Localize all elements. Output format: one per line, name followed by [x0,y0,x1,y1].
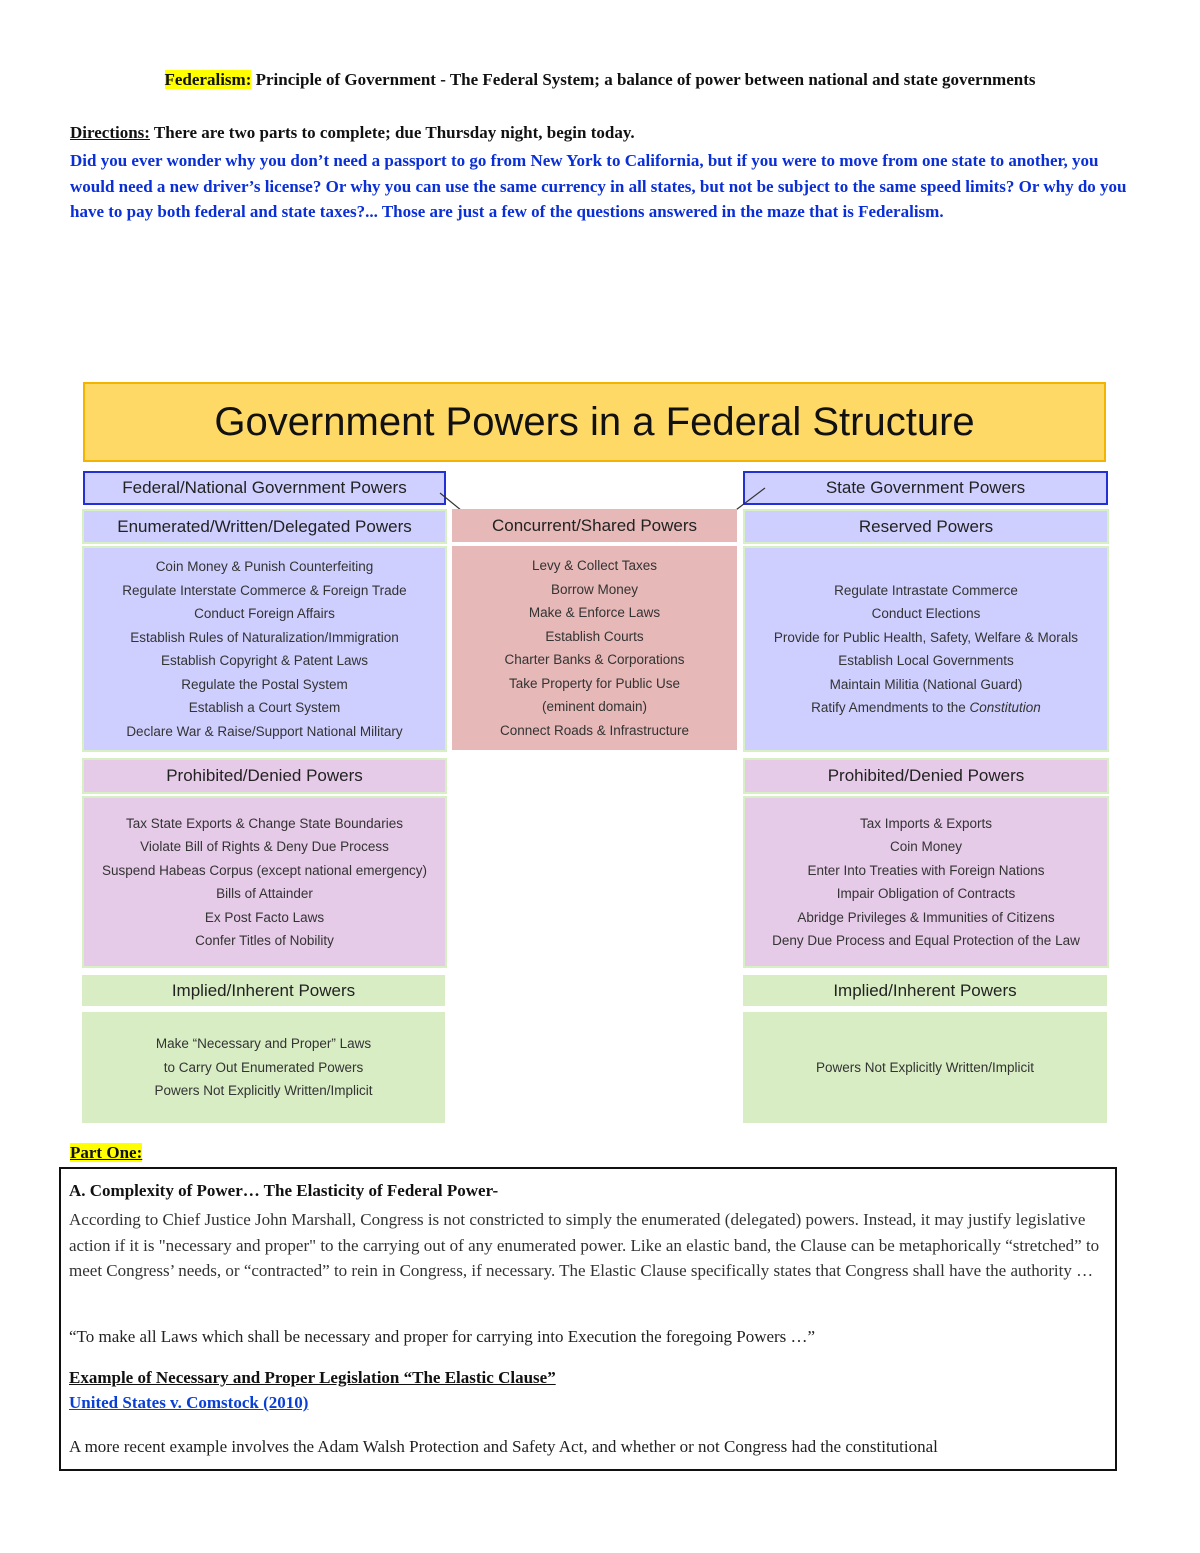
part-one-box [59,1167,1117,1471]
reserved-powers-label: Reserved Powers [743,509,1109,544]
part-one-label [70,1143,142,1163]
list-item: Confer Titles of Nobility [195,933,334,948]
directions-label: Directions: [70,123,150,142]
section-title: A. Complexity of Power… The Elasticity of Federal Power- [69,1181,499,1200]
directions-text: There are two parts to complete; due Thursday night, begin today. [149,123,635,142]
list-item: Powers Not Explicitly Written/Implicit [815,1059,1035,1075]
concurrent-powers-label: Concurrent/Shared Powers [452,509,737,542]
list-item: Ex Post Facto Laws [204,909,325,925]
example-heading: Example of Necessary and Proper Legislation “The Elastic Clause” [69,1368,556,1387]
list-item: Coin Money & Punish Counterfeiting [155,559,374,574]
list-item: Powers Not Explicitly Written/Implicit [154,1083,373,1099]
state-powers-header: State Government Powers [743,471,1108,505]
heading-text: Principle of Government - The Federal System; a balance of power between national and state governments [251,70,1036,89]
list-item: Tax State Exports & Change State Boundaries [126,815,403,831]
list-item: Enter Into Treaties with Foreign Nations [807,862,1045,878]
list-item: Regulate Interstate Commerce & Foreign Trade [122,582,407,598]
list-item: Regulate the Postal System [181,676,348,692]
case-link-row [69,1393,1109,1413]
list-item: (eminent domain) [541,699,648,714]
list-item: Establish Local Governments [838,653,1014,668]
state-prohibited-label: Prohibited/Denied Powers [743,758,1109,794]
list-item: Take Property for Public Use [508,675,681,691]
list-item: Conduct Foreign Affairs [194,606,335,621]
list-item: Impair Obligation of Contracts [836,886,1016,901]
list-item: to Carry Out Enumerated Powers [163,1059,364,1075]
list-item: Connect Roads & Infrastructure [499,722,690,738]
state-implied-list [743,1012,1107,1123]
reserved-powers-list [743,546,1109,752]
state-prohibited-list [743,796,1109,968]
list-item: Make & Enforce Laws [528,605,661,620]
enumerated-powers-list [82,546,447,752]
federal-powers-header: Federal/National Government Powers [83,471,446,505]
section-paragraph: According to Chief Justice John Marshall, Congress is not constricted to simply the enumerated (delegated) powers. Instead, it may justify legislative action if it is "necessary and proper" to the carrying out of any enumerated power. Like an elastic band, the Clause can be metaphorically “stretched” to meet Congress’ needs, or “contracted” to rein in Congress, if necessary. The Elastic Clause specifically states that Congress shall have the authority … [69,1210,1100,1280]
concurrent-powers-list [452,546,737,750]
intro-paragraph: Did you ever wonder why you don’t need a passport to go from New York to California, but if you were to move from one state to another, you would need a new driver’s license? Or why you can use the same currency in all states, but not be subject to the same speed limits? Or why do you have to pay both federal and state taxes?... Those are just a few of the questions answered in the maze that is Federalism. [70,151,1127,221]
list-item: Maintain Militia (National Guard) [829,676,1023,692]
list-item: Establish a Court System [188,700,341,715]
list-item: Violate Bill of Rights & Deny Due Process [140,839,389,854]
list-item-italic: Constitution [969,700,1041,715]
list-item: Conduct Elections [871,606,981,621]
elastic-clause-quote: “To make all Laws which shall be necessary and proper for carrying into Execution the foregoing Powers …” [69,1327,816,1346]
federal-implied-list [82,1012,445,1123]
list-item: Regulate Intrastate Commerce [834,582,1018,598]
enumerated-powers-label: Enumerated/Written/Delegated Powers [82,509,447,544]
diagram-title: Government Powers in a Federal Structure [214,400,975,444]
list-item: Declare War & Raise/Support National Military [126,723,403,739]
comstock-case-link[interactable]: United States v. Comstock (2010) [69,1393,309,1412]
list-item: Tax Imports & Exports [859,815,993,831]
list-item: Levy & Collect Taxes [531,558,658,573]
list-item: Bills of Attainder [216,886,313,901]
closing-paragraph: A more recent example involves the Adam Walsh Protection and Safety Act, and whether or not Congress had the constitutional [69,1437,938,1456]
heading-label: Federalism: [164,70,252,89]
list-item: Establish Courts [545,628,644,644]
federal-implied-label: Implied/Inherent Powers [82,975,445,1006]
list-item: Establish Rules of Naturalization/Immigration [130,629,399,645]
list-item-text: Ratify Amendments to the [811,700,970,715]
list-item: Deny Due Process and Equal Protection of the Law [772,933,1080,948]
concurrent-arrows [0,0,1200,560]
state-implied-label: Implied/Inherent Powers [743,975,1107,1006]
list-item: Charter Banks & Corporations [504,652,685,667]
list-item: Coin Money [889,839,963,854]
part-one-heading: Part One: [70,1143,143,1162]
list-item: Establish Copyright & Patent Laws [160,653,369,668]
list-item: Make “Necessary and Proper” Laws [155,1036,372,1052]
federal-prohibited-label: Prohibited/Denied Powers [82,758,447,794]
list-item: Abridge Privileges & Immunities of Citizens [797,909,1055,925]
list-item: Provide for Public Health, Safety, Welfare & Morals [773,629,1079,645]
list-item: Borrow Money [550,581,639,597]
list-item: Suspend Habeas Corpus (except national emergency) [102,862,427,878]
federal-prohibited-list [82,796,447,968]
list-item [811,696,1041,720]
